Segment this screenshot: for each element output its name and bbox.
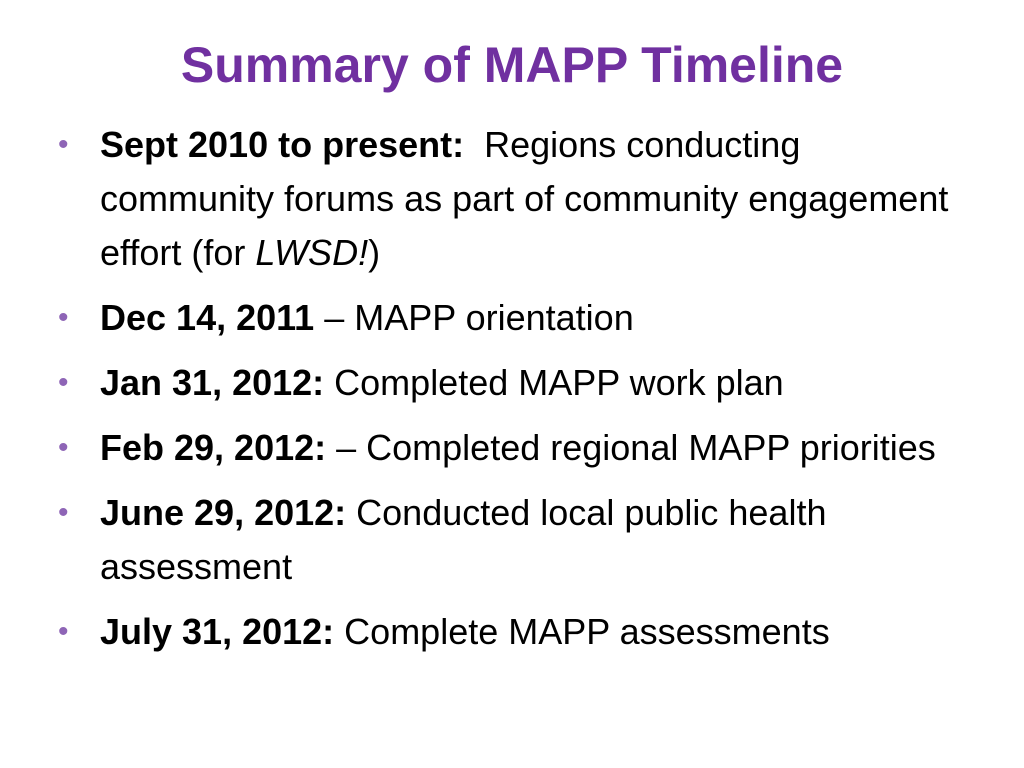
timeline-date: Sept 2010 to present: (100, 124, 465, 165)
bullet-dot-icon: • (58, 615, 69, 648)
timeline-date: Feb 29, 2012: (100, 427, 327, 468)
bullet-dot-icon: • (58, 431, 69, 464)
timeline-date: July 31, 2012: (100, 611, 335, 652)
timeline-date: June 29, 2012: (100, 492, 347, 533)
timeline-text: – MAPP orientation (314, 297, 634, 338)
timeline-item-july-2012 (58, 605, 958, 659)
timeline-emphasis: LWSD! (255, 232, 369, 273)
slide-title: Summary of MAPP Timeline (180, 37, 844, 93)
timeline-text: Complete MAPP assessments (334, 611, 830, 652)
timeline-item-feb-2012 (58, 421, 958, 475)
timeline-date: Dec 14, 2011 (100, 297, 315, 338)
bullet-dot-icon: • (58, 366, 69, 399)
bullet-dot-icon: • (58, 301, 69, 334)
timeline-text-end: ) (368, 232, 381, 273)
timeline-text: Completed MAPP work plan (324, 362, 784, 403)
bullet-dot-icon: • (58, 496, 69, 529)
timeline-text: Regions conducting community forums as part of community engagement effort (for (100, 124, 959, 273)
timeline-text: – Completed regional MAPP priorities (326, 427, 936, 468)
timeline-text: Conducted local public health assessment (100, 492, 837, 587)
timeline-item-dec-2011 (58, 291, 958, 345)
timeline-date: Jan 31, 2012: (100, 362, 325, 403)
timeline-item-june-2012 (58, 486, 958, 594)
timeline-item-jan-2012 (58, 356, 958, 410)
timeline-item-sept-2010 (58, 118, 958, 280)
timeline-list (58, 118, 958, 670)
bullet-dot-icon: • (58, 128, 69, 161)
